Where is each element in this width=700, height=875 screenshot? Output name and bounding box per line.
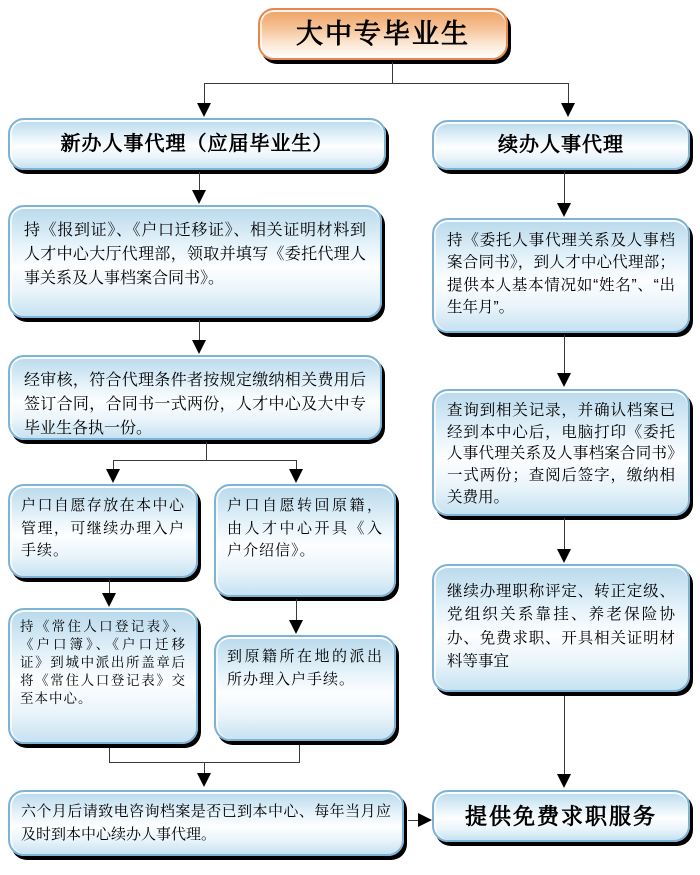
connector-line: [113, 460, 114, 469]
connector-line: [564, 335, 565, 373]
arrow-down-icon: [197, 103, 211, 117]
connector-line: [564, 172, 565, 203]
connector-line: [206, 442, 207, 460]
connector-line: [299, 745, 300, 762]
connector-line: [392, 62, 393, 83]
connector-line: [204, 762, 205, 773]
arrow-down-icon: [192, 190, 206, 204]
arrow-down-icon: [557, 774, 571, 788]
connector-line: [109, 748, 110, 762]
keep-hukou-register-node: 持《常住人口登记表》、《户口簿》、《户口迁移证》到城中派出所盖章后将《常住人口登记表》交至本中心。: [8, 608, 198, 744]
connector-line: [564, 696, 565, 774]
connector-line: [296, 599, 297, 620]
left-step1-node: 持《报到证》、《户口迁移证》、相关证明材料到人才中心大厅代理部，领取并填写《委托代理人事关系及人事档案合同书》。: [8, 205, 382, 318]
arrow-down-icon: [197, 773, 211, 787]
connector-line: [204, 83, 205, 103]
arrow-down-icon: [557, 203, 571, 217]
right-step3-node: 继续办理职称评定、转正定级、党组织关系靠挂、养老保险协办、免费求职、开具相关证明材料等事宜: [432, 564, 690, 692]
return-hukou-origin-node: 到原籍所在地的派出所办理入户手续。: [214, 635, 396, 741]
connector-line: [204, 83, 569, 84]
connector-line: [199, 320, 200, 340]
connector-line: [296, 460, 297, 469]
connector-line: [113, 460, 297, 461]
connector-line: [408, 820, 418, 821]
arrow-down-icon: [289, 620, 303, 634]
arrow-down-icon: [289, 469, 303, 483]
arrow-down-icon: [557, 549, 571, 563]
title-node: 大中专毕业生: [258, 8, 508, 60]
arrow-right-icon: [418, 813, 432, 827]
keep-hukou-node: 户口自愿存放在本中心管理，可继续办理入户手续。: [8, 484, 198, 578]
free-job-service-node: 提供免费求职服务: [432, 790, 690, 842]
right-step1-node: 持《委托人事代理关系及人事档案合同书》，到人才中心代理部；提供本人基本情况如“姓名”、“出生年月”。: [432, 218, 690, 333]
left-step2-node: 经审核，符合代理条件者按规定缴纳相关费用后签订合同，合同书一式两份，人才中心及大中专毕业生各执一份。: [8, 355, 382, 440]
followup-node: 六个月后请致电咨询档案是否已到本中心、每年当月应及时到本中心续办人事代理。: [8, 790, 404, 856]
arrow-down-icon: [557, 373, 571, 387]
right-step2-node: 查询到相关记录，并确认档案已经到本中心后，电脑打印《委托人事代理关系及人事档案合同书》一式两份；查阅后签字，缴纳相关费用。: [432, 389, 690, 516]
connector-line: [564, 518, 565, 549]
right-branch-header-node: 续办人事代理: [432, 120, 690, 170]
connector-line: [109, 580, 110, 593]
connector-line: [568, 83, 569, 103]
arrow-down-icon: [192, 340, 206, 354]
arrow-down-icon: [561, 103, 575, 117]
arrow-down-icon: [102, 593, 116, 607]
connector-line: [199, 172, 200, 190]
left-branch-header-node: 新办人事代理（应届毕业生）: [8, 118, 386, 170]
arrow-down-icon: [106, 469, 120, 483]
return-hukou-node: 户口自愿转回原籍，由人才中心开具《入户介绍信》。: [214, 484, 396, 597]
